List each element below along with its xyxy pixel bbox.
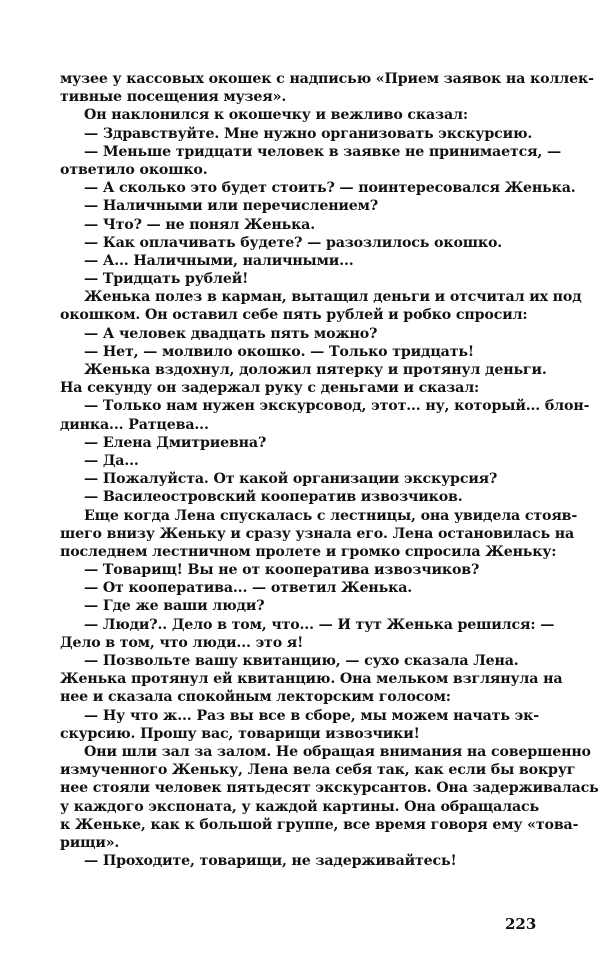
- text-line: рищи».: [60, 834, 120, 851]
- text-line: — А... Наличными, наличными...: [84, 252, 354, 269]
- text-line: нее и сказала спокойным лекторским голосом:: [60, 689, 451, 706]
- text-line: — Проходите, товарищи, не задерживайтесь!: [84, 853, 457, 870]
- page-number: 223: [505, 915, 537, 933]
- text-line: динка... Ратцева...: [60, 416, 209, 433]
- text-line: окошком. Он оставил себе пять рублей и робко спросил:: [60, 307, 528, 324]
- text-line: скурсию. Прошу вас, товарищи извозчики!: [60, 725, 420, 742]
- text-line: у каждого экспоната, у каждой картины. Она обращалась: [60, 798, 539, 815]
- text-line: — От кооператива... — ответил Женька.: [84, 580, 413, 597]
- text-line: — Меньше тридцати человек в заявке не принимается, —: [84, 143, 562, 160]
- text-block: [60, 70, 599, 870]
- text-line: Женька полез в карман, вытащил деньги и отсчитал их под: [84, 289, 582, 306]
- text-line: тивные посещения музея».: [60, 89, 287, 106]
- text-line: — Пожалуйста. От какой организации экскурсия?: [84, 471, 498, 488]
- text-line: — Позвольте вашу квитанцию, — сухо сказала Лена.: [84, 653, 519, 669]
- text-line: — Василеостровский кооператив извозчиков.: [84, 489, 463, 506]
- text-line: нее стояли человек пятьдесят экскурсантов. Она задерживалась: [60, 780, 599, 797]
- text-line: — Тридцать рублей!: [84, 271, 249, 288]
- text-line: — Ну что ж... Раз вы все в сборе, мы можем начать эк-: [84, 707, 539, 724]
- text-line: — Товарищ! Вы не от кооператива извозчиков?: [84, 562, 480, 579]
- text-line: к Женьке, как к большой группе, все время говоря ему «това-: [60, 816, 579, 833]
- text-line: Дело в том, что люди... это я!: [60, 634, 304, 651]
- text-line: — Да...: [84, 452, 139, 469]
- text-line: — Наличными или перечислением?: [84, 198, 379, 215]
- text-line: музее у кассовых окошек с надписью «Прием заявок на коллек-: [60, 71, 594, 87]
- text-line: — А сколько это будет стоить? — поинтересовался Женька.: [84, 180, 576, 197]
- text-line: — Здравствуйте. Мне нужно организовать экскурсию.: [84, 125, 533, 142]
- text-line: — А человек двадцать пять можно?: [84, 325, 378, 342]
- text-line: — Где же ваши люди?: [84, 598, 265, 615]
- text-line: — Только нам нужен экскурсовод, этот... ну, который... блон-: [84, 398, 590, 415]
- text-line: Еще когда Лена спускалась с лестницы, она увидела стояв-: [84, 507, 578, 524]
- text-line: — Что? — не понял Женька.: [84, 216, 316, 233]
- text-line: измученного Женьку, Лена вела себя так, как если бы вокруг: [60, 762, 576, 779]
- text-line: — Как оплачивать будете? — разозлилось окошко.: [84, 234, 503, 251]
- text-line: Он наклонился к окошечку и вежливо сказал:: [84, 107, 468, 124]
- text-line: Женька вздохнул, доложил пятерку и протянул деньги.: [84, 362, 547, 378]
- text-line: — Елена Дмитриевна?: [84, 434, 267, 451]
- text-line: На секунду он задержал руку с деньгами и сказал:: [60, 380, 480, 397]
- text-line: шего внизу Женьку и сразу узнала его. Лена остановилась на: [60, 525, 575, 542]
- text-line: ответило окошко.: [60, 161, 208, 178]
- text-line: Они шли зал за залом. Не обращая внимания на совершенно: [84, 743, 591, 760]
- text-line: — Нет, — молвило окошко. — Только тридцать!: [84, 343, 474, 360]
- text-line: — Люди?.. Дело в том, что... — И тут Женька решился: —: [84, 616, 555, 633]
- text-line: Женька протянул ей квитанцию. Она мельком взглянула на: [60, 671, 563, 688]
- text-line: последнем лестничном пролете и громко спросила Женьку:: [60, 543, 557, 560]
